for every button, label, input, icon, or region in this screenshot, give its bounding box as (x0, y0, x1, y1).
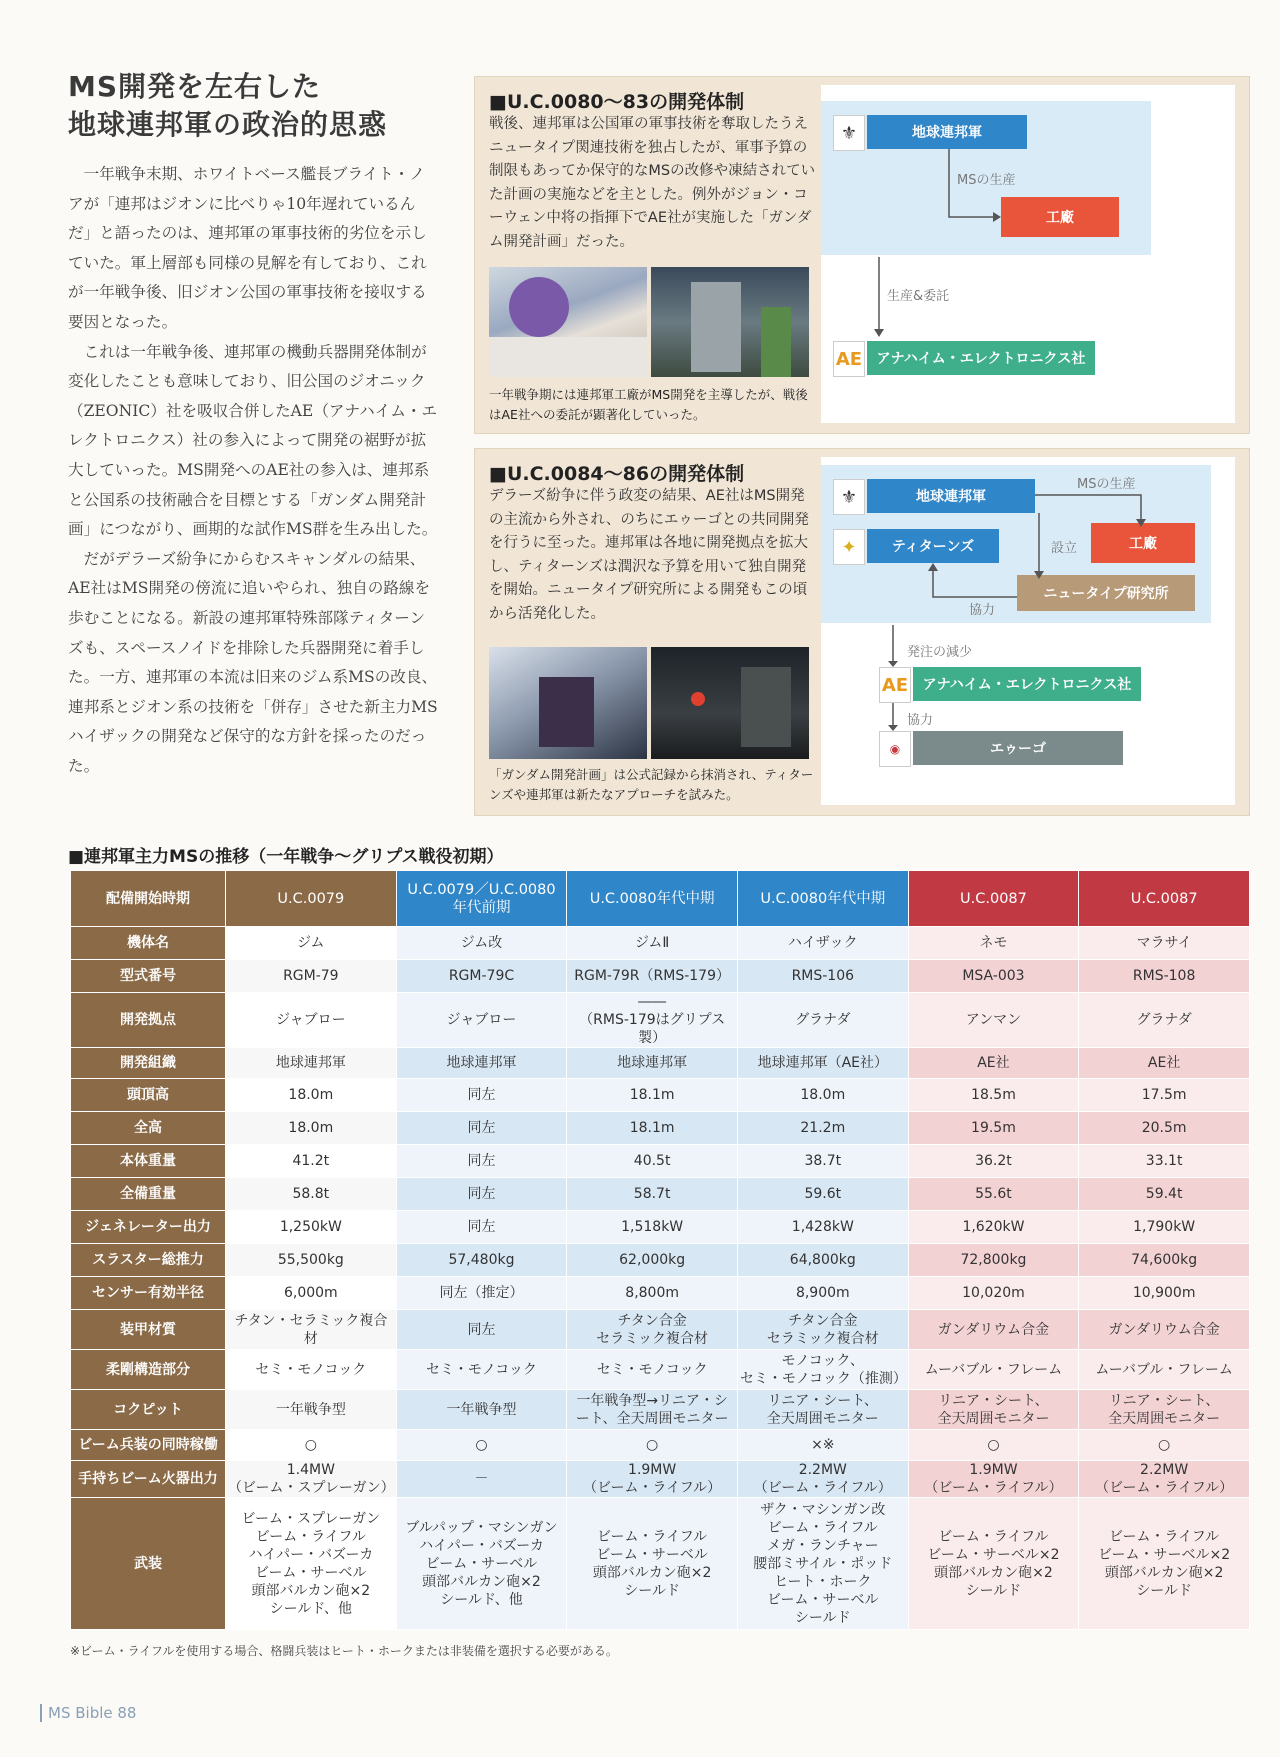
box-2-caption: 「ガンダム開発計画」は公式記録から抹消され、ティターンズや連邦軍は新たなアプローチを試みた。 (489, 767, 814, 802)
table-row (71, 1112, 1250, 1145)
table-cell: 41.2t (226, 1145, 397, 1178)
table-cell: 36.2t (908, 1145, 1079, 1178)
period-header: U.C.0079 (226, 871, 397, 927)
table-cell: ○ (1079, 1430, 1250, 1461)
table-cell: ビーム・ライフル ビーム・サーベル×2 頭部バルカン砲×2 シールド (1079, 1498, 1250, 1630)
table-cell: 59.4t (1079, 1178, 1250, 1211)
table-cell: 38.7t (737, 1145, 908, 1178)
table-cell: 同左 (396, 1211, 567, 1244)
box-1-caption: 一年戦争期には連邦軍工廠がMS開発を主導したが、戦後はAE社への委託が顕著化していった。 (489, 387, 808, 422)
table-cell: 74,600kg (1079, 1244, 1250, 1277)
mobile-suit-shape (691, 282, 741, 372)
table-cell: 同左 (396, 1145, 567, 1178)
table-cell: ジムⅡ (567, 927, 738, 960)
table-cell: 62,000kg (567, 1244, 738, 1277)
label-order-decrease: 発注の減少 (907, 645, 973, 660)
headline-line-1: MS開発を左右した (68, 70, 322, 103)
table-cell: RGM-79 (226, 960, 397, 993)
federation-emblem-icon: ⚜ (833, 115, 865, 151)
table-cell: リニア・シート、 全天周囲モニター (1079, 1390, 1250, 1430)
table-cell: 1,428kW (737, 1211, 908, 1244)
table-cell: 地球連邦軍 (396, 1048, 567, 1079)
node-federation: 地球連邦軍 (867, 479, 1035, 513)
table-cell: 40.5t (567, 1145, 738, 1178)
body-paragraph: これは一年戦争後、連邦軍の機動兵器開発体制が変化したことも意味しており、旧公国のジオニック（ZEONIC）社を吸収合併したAE（アナハイム・エレクトロニクス）社の参入によって開発の裾野が拡大していった。MS開発へのAE社の参入は、連邦系と公国系の技術融合を目標とする「ガンダム開発計画」につながり、画期的な試作MS群を生み出した。 (68, 342, 438, 539)
table-cell: RMS-108 (1079, 960, 1250, 993)
table-cell: 同左 (396, 1112, 567, 1145)
table-cell: ジム改 (396, 927, 567, 960)
table-cell: － (396, 1461, 567, 1498)
article-body (68, 160, 438, 781)
row-header: 装甲材質 (71, 1310, 226, 1350)
row-header: 開発組織 (71, 1048, 226, 1079)
node-arsenal: 工廠 (1091, 523, 1195, 563)
table-cell: グラナダ (1079, 993, 1250, 1048)
table-cell: 18.0m (226, 1079, 397, 1112)
table-cell: 21.2m (737, 1112, 908, 1145)
table-row (71, 1498, 1250, 1630)
table-cell: チタン合金 セラミック複合材 (567, 1310, 738, 1350)
dev-structure-box-1 (474, 76, 1250, 434)
row-header: 手持ちビーム火器出力 (71, 1461, 226, 1498)
table-cell: 8,900m (737, 1277, 908, 1310)
table-cell: 1,250kW (226, 1211, 397, 1244)
mobile-suit-shape (741, 667, 791, 747)
table-cell: ジャブロー (226, 993, 397, 1048)
table-row (71, 1390, 1250, 1430)
table-cell: 同左 (396, 1178, 567, 1211)
row-header: センサー有効半径 (71, 1277, 226, 1310)
node-aeug: エゥーゴ (913, 731, 1123, 765)
table-cell: ガンダリウム合金 (1079, 1310, 1250, 1350)
table-cell: 10,020m (908, 1277, 1079, 1310)
table-cell: 17.5m (1079, 1079, 1250, 1112)
ms-spec-table (70, 870, 1250, 1630)
table-cell: ジム (226, 927, 397, 960)
table-cell: ハイザック (737, 927, 908, 960)
character-hair-shape (509, 277, 569, 337)
page-folio: MS Bible 88 (40, 1704, 136, 1722)
table-body (71, 927, 1250, 1630)
table-cell: ネモ (908, 927, 1079, 960)
body-paragraph: だがデラーズ紛争にからむスキャンダルの結果、AE社はMS開発の傍流に追いやられ、独自の路線を歩むことになる。新設の連邦軍特殊部隊ティターンズも、スペースノイドを排除した兵器開発に着手した。一方、連邦軍の本流は旧来のジム系MSの改良、連邦系とジオン系の技術を「併存」させた新主力MSハイザックの開発など保守的な方針を採ったのだった。 (68, 549, 438, 775)
table-cell: ○ (396, 1430, 567, 1461)
table-row (71, 1211, 1250, 1244)
anaheim-logo-icon: AE (833, 341, 865, 377)
table-cell: RGM-79R（RMS-179） (567, 960, 738, 993)
node-arsenal: 工廠 (1001, 197, 1119, 237)
table-cell: 1,518kW (567, 1211, 738, 1244)
table-cell: 58.8t (226, 1178, 397, 1211)
anime-still-image (489, 647, 647, 759)
table-cell: ○ (567, 1430, 738, 1461)
titans-emblem-icon: ✦ (833, 529, 865, 565)
table-cell: 同左（推定） (396, 1277, 567, 1310)
label-establish: 設立 (1051, 541, 1078, 556)
table-title: ■連邦軍主力MSの推移（一年戦争～グリプス戦役初期） (68, 847, 504, 867)
anime-still-image (651, 267, 809, 377)
table-cell: 55,500kg (226, 1244, 397, 1277)
table-cell: ブルパップ・マシンガン ハイパー・バズーカ ビーム・サーベル 頭部バルカン砲×2 シールド、他 (396, 1498, 567, 1630)
node-anaheim: アナハイム・エレクトロニクス社 (867, 341, 1095, 375)
row-header: 柔剛構造部分 (71, 1350, 226, 1390)
row-header: コクピット (71, 1390, 226, 1430)
table-cell: セミ・モノコック (226, 1350, 397, 1390)
table-cell: RGM-79C (396, 960, 567, 993)
table-cell: 地球連邦軍 (226, 1048, 397, 1079)
period-header: U.C.0080年代中期 (737, 871, 908, 927)
mobile-suit-shape (539, 677, 594, 747)
row-header: ビーム兵装の同時稼働 (71, 1430, 226, 1461)
table-cell: セミ・モノコック (396, 1350, 567, 1390)
table-cell: 58.7t (567, 1178, 738, 1211)
table-cell: 18.0m (737, 1079, 908, 1112)
table-cell: 1.9MW （ビーム・ライフル） (567, 1461, 738, 1498)
table-cell: 一年戦争型 (226, 1390, 397, 1430)
table-cell: 6,000m (226, 1277, 397, 1310)
table-cell: ムーバブル・フレーム (1079, 1350, 1250, 1390)
row-header: 武装 (71, 1498, 226, 1630)
table-cell: RMS-106 (737, 960, 908, 993)
table-cell: マラサイ (1079, 927, 1250, 960)
table-cell: チタン・セラミック複合材 (226, 1310, 397, 1350)
table-row (71, 1244, 1250, 1277)
diagram-2-arrows (821, 457, 1235, 805)
document-shape (489, 337, 647, 377)
table-row (71, 1430, 1250, 1461)
table-row (71, 960, 1250, 993)
box-1-description: 戦後、連邦軍は公国軍の軍事技術を奪取したうえニュータイプ関連技術を独占したが、軍事予算の制限もあってか保守的なMSの改修や凍結されていた計画の実施などを主とした。例外がジョン・コーウェン中将の指揮下でAE社が実施した「ガンダム開発計画」だった。 (489, 116, 816, 250)
table-row (71, 927, 1250, 960)
table-cell: 19.5m (908, 1112, 1079, 1145)
row-header: 全高 (71, 1112, 226, 1145)
diagram-1-arrows (821, 85, 1235, 423)
table-cell: グラナダ (737, 993, 908, 1048)
box-1-title: ■U.C.0080～83の開発体制 (489, 91, 745, 113)
anaheim-logo-icon: AE (879, 667, 911, 703)
table-cell: リニア・シート、 全天周囲モニター (737, 1390, 908, 1430)
label-cooperation-2: 協力 (907, 713, 934, 728)
figure-shape (761, 307, 791, 377)
table-footnote: ※ビーム・ライフルを使用する場合、格闘兵装はヒート・ホークまたは非装備を選択する必要がある。 (70, 1644, 618, 1658)
period-header: U.C.0080年代中期 (567, 871, 738, 927)
table-cell: リニア・シート、 全天周囲モニター (908, 1390, 1079, 1430)
table-cell: 8,800m (567, 1277, 738, 1310)
row-header: 頭頂高 (71, 1079, 226, 1112)
table-row (71, 1310, 1250, 1350)
anime-still-image (489, 267, 647, 377)
table-cell: MSA-003 (908, 960, 1079, 993)
table-row (71, 1178, 1250, 1211)
table-row (71, 993, 1250, 1048)
table-cell: 10,900m (1079, 1277, 1250, 1310)
table-cell: 同左 (396, 1310, 567, 1350)
table-cell: 2.2MW （ビーム・ライフル） (1079, 1461, 1250, 1498)
table-cell: ○ (226, 1430, 397, 1461)
table-cell: 57,480kg (396, 1244, 567, 1277)
table-cell: ジャブロー (396, 993, 567, 1048)
row-header: スラスター総推力 (71, 1244, 226, 1277)
table-cell: 18.1m (567, 1112, 738, 1145)
row-header: 機体名 (71, 927, 226, 960)
table-row (71, 1277, 1250, 1310)
table-cell: セミ・モノコック (567, 1350, 738, 1390)
table-cell: 1.4MW （ビーム・スプレーガン） (226, 1461, 397, 1498)
table-cell: ビーム・ライフル ビーム・サーベル 頭部バルカン砲×2 シールド (567, 1498, 738, 1630)
label-ms-production: MSの生産 (957, 173, 1016, 188)
headline-line-2: 地球連邦軍の政治的思惑 (68, 108, 388, 141)
row-header: 本体重量 (71, 1145, 226, 1178)
period-header: U.C.0087 (908, 871, 1079, 927)
diagram-panel-2 (821, 457, 1235, 805)
table-cell: ビーム・スプレーガン ビーム・ライフル ハイパー・バズーカ ビーム・サーベル 頭部バルカン砲×2 シールド、他 (226, 1498, 397, 1630)
diagram-panel-1 (821, 85, 1235, 423)
node-nt-lab: ニュータイプ研究所 (1017, 575, 1195, 611)
table-cell: 1,620kW (908, 1211, 1079, 1244)
table-cell: AE社 (908, 1048, 1079, 1079)
federation-emblem-icon: ⚜ (833, 479, 865, 515)
table-cell: 2.2MW （ビーム・ライフル） (737, 1461, 908, 1498)
aeug-logo-icon: ◉ (879, 731, 911, 767)
table-row (71, 1350, 1250, 1390)
table-cell: 55.6t (908, 1178, 1079, 1211)
box-2-description: デラーズ紛争に伴う政変の結果、AE社はMS開発の主流から外され、のちにエゥーゴとの共同開発を行うに至った。連邦軍は各地に開発拠点を拡大し、ティターンズは潤沢な予算を用いて独自開発を開始。ニュータイプ研究所による開発もこの頃から活発化した。 (489, 488, 809, 622)
period-header: U.C.0087 (1079, 871, 1250, 927)
table-row (71, 1461, 1250, 1498)
label-production-outsourcing: 生産&委託 (887, 289, 950, 304)
row-header: 配備開始時期 (71, 871, 226, 927)
body-paragraph: 一年戦争末期、ホワイトベース艦長ブライト・ノアが「連邦はジオンに比べりゃ10年遅れているんだ」と語ったのは、連邦軍の軍事技術的劣位を示していた。軍上層部も同様の見解を有しており、これが一年戦争後、旧ジオン公国の軍事技術を接収する要因となった。 (68, 165, 427, 331)
period-header: U.C.0079／U.C.0080 年代前期 (396, 871, 567, 927)
article-headline (68, 68, 468, 144)
box-2-title: ■U.C.0084～86の開発体制 (489, 463, 745, 485)
row-header: ジェネレーター出力 (71, 1211, 226, 1244)
table-cell: 20.5m (1079, 1112, 1250, 1145)
table-cell: 59.6t (737, 1178, 908, 1211)
table-cell: モノコック、 セミ・モノコック（推測） (737, 1350, 908, 1390)
table-cell: ムーバブル・フレーム (908, 1350, 1079, 1390)
table-cell: ビーム・ライフル ビーム・サーベル×2 頭部バルカン砲×2 シールド (908, 1498, 1079, 1630)
anime-still-image (651, 647, 809, 759)
table-row (71, 1079, 1250, 1112)
table-cell: アンマン (908, 993, 1079, 1048)
table-row (71, 1048, 1250, 1079)
table-cell: 同左 (396, 1079, 567, 1112)
table-cell: 一年戦争型 (396, 1390, 567, 1430)
table-cell: 地球連邦軍（AE社） (737, 1048, 908, 1079)
node-federation: 地球連邦軍 (867, 115, 1027, 149)
table-cell: AE社 (1079, 1048, 1250, 1079)
dev-structure-box-2 (474, 448, 1250, 816)
table-cell: 一年戦争型→リニア・シ ート、全天周囲モニター (567, 1390, 738, 1430)
row-header: 開発拠点 (71, 993, 226, 1048)
table-row (71, 1145, 1250, 1178)
label-ms-production: MSの生産 (1077, 477, 1136, 492)
table-cell: 72,800kg (908, 1244, 1079, 1277)
table-cell: ザク・マシンガン改 ビーム・ライフル メガ・ランチャー 腰部ミサイル・ポッド ヒート・ホーク ビーム・サーベル シールド (737, 1498, 908, 1630)
table-cell: 18.0m (226, 1112, 397, 1145)
table-cell: ○ (908, 1430, 1079, 1461)
table-cell: ガンダリウム合金 (908, 1310, 1079, 1350)
red-light-shape (691, 692, 705, 706)
table-cell: 1,790kW (1079, 1211, 1250, 1244)
row-header: 全備重量 (71, 1178, 226, 1211)
table-cell: ×※ (737, 1430, 908, 1461)
table-cell: 地球連邦軍 (567, 1048, 738, 1079)
table-cell: ―― （RMS-179はグリプス製） (567, 993, 738, 1048)
table-header-row (71, 871, 1250, 927)
node-titans: ティターンズ (867, 529, 999, 563)
table-cell: 18.1m (567, 1079, 738, 1112)
table-cell: 64,800kg (737, 1244, 908, 1277)
label-cooperation-1: 協力 (969, 603, 996, 618)
table-cell: チタン合金 セラミック複合材 (737, 1310, 908, 1350)
table-cell: 33.1t (1079, 1145, 1250, 1178)
table-cell: 1.9MW （ビーム・ライフル） (908, 1461, 1079, 1498)
row-header: 型式番号 (71, 960, 226, 993)
table-cell: 18.5m (908, 1079, 1079, 1112)
node-anaheim: アナハイム・エレクトロニクス社 (913, 667, 1141, 701)
